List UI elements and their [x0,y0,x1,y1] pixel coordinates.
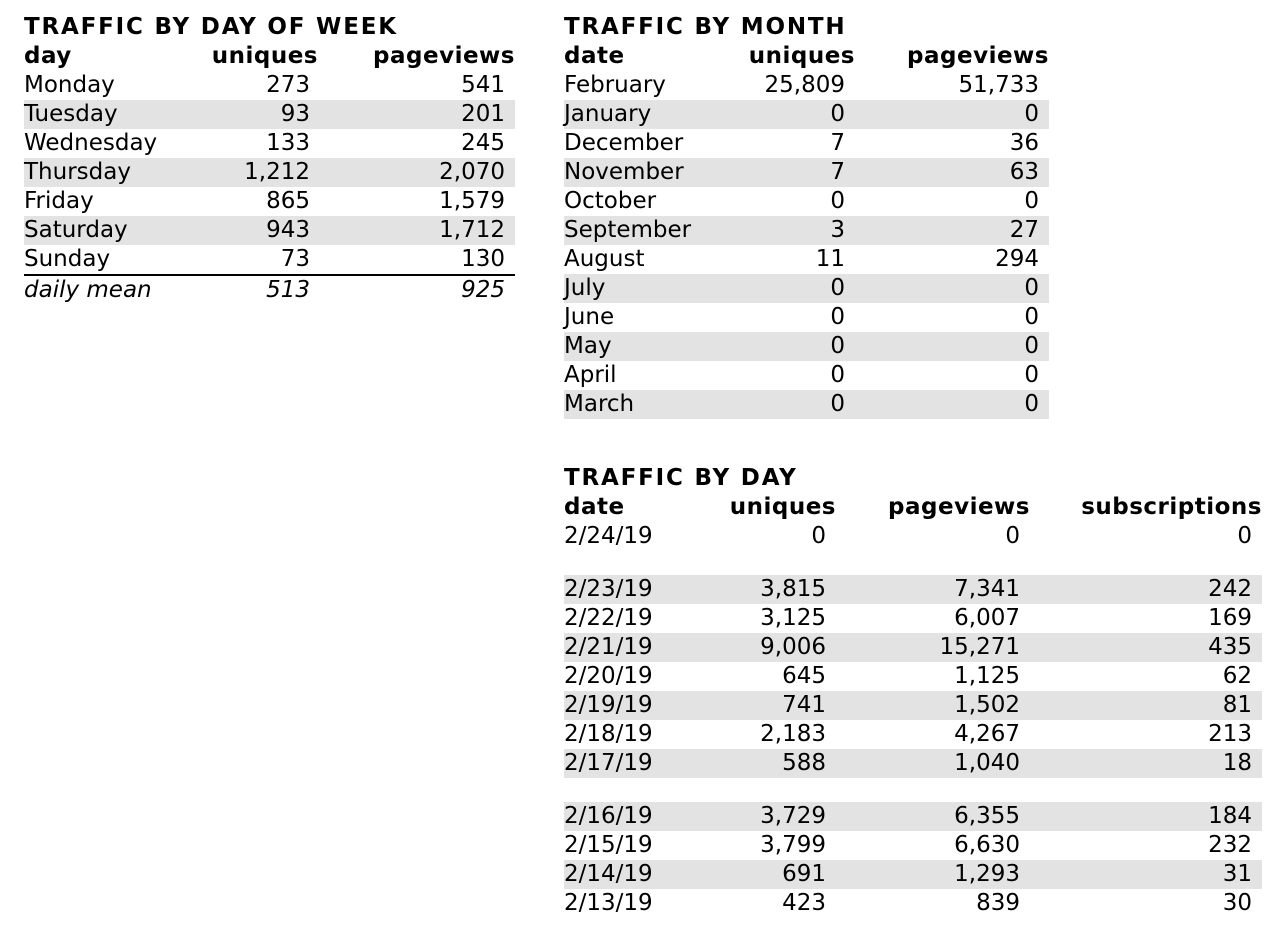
uniques-cell: 3,729 [712,802,836,831]
table-row [564,274,1049,303]
month-date-cell: September [564,216,734,245]
subscriptions-cell: 184 [1030,802,1262,831]
table-header-row [24,42,515,71]
pageviews-cell: 6,355 [836,802,1030,831]
table-row [564,860,1262,889]
pageviews-cell: 1,502 [836,691,1030,720]
month-date-cell: June [564,304,615,330]
column-header-pageviews: pageviews [373,43,515,69]
day-cell: Friday [24,188,94,214]
table-row [564,720,1262,749]
pageviews-cell: 1,040 [836,749,1030,778]
pageviews-cell: 0 [855,390,1049,419]
uniques-cell: 0 [734,100,855,129]
by-day-title: TRAFFIC BY DAY [564,465,798,491]
uniques-cell: 943 [202,216,320,245]
pageviews-cell: 1,293 [836,860,1030,889]
month-date-cell: December [564,130,684,156]
pageviews-cell: 15,271 [836,633,1030,662]
month-date-cell: July [564,274,734,303]
daily-mean-row [24,275,515,304]
uniques-cell: 11 [815,246,845,272]
uniques-cell: 0 [734,390,855,419]
uniques-cell: 1,212 [202,158,320,187]
subscriptions-cell: 62 [1222,663,1252,689]
subscriptions-cell: 18 [1030,749,1262,778]
pageviews-cell: 1,125 [954,663,1020,689]
uniques-cell: 7 [830,130,845,156]
traffic-by-day-of-week-panel [24,12,515,304]
day-cell: Wednesday [24,130,158,156]
pageviews-cell: 6,007 [954,605,1020,631]
table-row [564,216,1049,245]
day-cell: Saturday [24,216,202,245]
pageviews-cell: 201 [320,100,515,129]
pageviews-cell: 541 [461,72,505,98]
table-header-row [564,42,1049,71]
subscriptions-cell: 435 [1030,633,1262,662]
pageviews-cell: 839 [976,890,1020,916]
table-header-row [564,493,1262,522]
uniques-cell: 3,125 [760,605,826,631]
traffic-by-day-panel [564,463,1262,918]
subscriptions-cell: 30 [1222,890,1252,916]
table-row [564,100,1049,129]
column-header-date: date [564,43,625,69]
pageviews-cell: 294 [995,246,1039,272]
table-row [564,633,1262,662]
uniques-cell: 3,799 [760,832,826,858]
uniques-cell: 423 [782,890,826,916]
table-row [564,390,1049,419]
pageviews-cell: 0 [855,274,1049,303]
date-cell: 2/22/19 [564,605,653,631]
uniques-cell: 133 [266,130,310,156]
table-row [564,332,1049,361]
table-row [564,158,1049,187]
column-header-subscriptions: subscriptions [1081,494,1262,520]
uniques-cell: 0 [830,188,845,214]
pageviews-cell: 0 [1024,362,1039,388]
day-of-week-title: TRAFFIC BY DAY OF WEEK [24,14,398,40]
pageviews-cell: 4,267 [954,721,1020,747]
table-row [564,522,1262,551]
subscriptions-cell: 81 [1030,691,1262,720]
day-cell: Monday [24,72,115,98]
day-of-week-table [24,42,515,304]
uniques-cell: 0 [734,274,855,303]
pageviews-cell: 130 [461,246,505,272]
month-table [564,42,1049,419]
pageviews-cell: 7,341 [836,575,1030,604]
month-date-cell: April [564,362,617,388]
date-cell: 2/23/19 [564,575,712,604]
date-cell: 2/20/19 [564,663,653,689]
table-row [564,245,1049,274]
table-row [564,691,1262,720]
date-cell: 2/21/19 [564,633,712,662]
subscriptions-cell: 31 [1030,860,1262,889]
daily-mean-label: daily mean [24,275,202,304]
table-row [564,662,1262,691]
column-header-uniques: uniques [211,43,318,69]
pageviews-cell: 1,579 [439,188,505,214]
week-separator [564,778,1262,802]
pageviews-cell: 245 [461,130,505,156]
month-date-cell: March [564,390,734,419]
table-row [24,216,515,245]
uniques-cell: 73 [280,246,310,272]
table-row [564,889,1262,918]
table-row [564,71,1049,100]
month-date-cell: January [564,100,734,129]
column-header-uniques: uniques [729,494,836,520]
pageviews-cell: 0 [1005,523,1020,549]
uniques-cell: 7 [734,158,855,187]
uniques-cell: 0 [830,304,845,330]
pageviews-cell: 0 [855,332,1049,361]
subscriptions-cell: 0 [1237,523,1252,549]
pageviews-cell: 0 [855,100,1049,129]
uniques-cell: 865 [266,188,310,214]
table-row [24,187,515,216]
pageviews-cell: 1,712 [320,216,515,245]
pageviews-cell: 27 [855,216,1049,245]
uniques-cell: 3 [734,216,855,245]
column-header-date: date [564,494,625,520]
date-cell: 2/19/19 [564,691,712,720]
uniques-cell: 2,183 [760,721,826,747]
table-row [564,361,1049,390]
table-row [24,158,515,187]
date-cell: 2/17/19 [564,749,712,778]
pageviews-cell: 6,630 [954,832,1020,858]
uniques-cell: 0 [734,332,855,361]
date-cell: 2/16/19 [564,802,712,831]
month-date-cell: August [564,246,645,272]
pageviews-cell: 0 [1024,304,1039,330]
table-row [564,575,1262,604]
by-day-table [564,493,1262,918]
uniques-cell: 0 [830,362,845,388]
date-cell: 2/13/19 [564,890,653,916]
month-title: TRAFFIC BY MONTH [564,14,847,40]
day-cell: Thursday [24,158,202,187]
table-row [564,802,1262,831]
traffic-by-month-panel [564,12,1049,419]
uniques-cell: 25,809 [764,72,845,98]
table-row [564,129,1049,158]
column-header-day: day [24,43,72,69]
uniques-cell: 9,006 [712,633,836,662]
uniques-cell: 273 [266,72,310,98]
column-header-uniques: uniques [748,43,855,69]
month-date-cell: November [564,158,734,187]
subscriptions-cell: 213 [1208,721,1252,747]
subscriptions-cell: 242 [1030,575,1262,604]
table-row [564,831,1262,860]
pageviews-cell: 2,070 [320,158,515,187]
date-cell: 2/14/19 [564,860,712,889]
subscriptions-cell: 169 [1208,605,1252,631]
date-cell: 2/24/19 [564,523,653,549]
column-header-pageviews: pageviews [907,43,1049,69]
pageviews-cell: 36 [1009,130,1039,156]
day-cell: Sunday [24,246,111,272]
date-cell: 2/18/19 [564,721,653,747]
table-row [24,71,515,100]
month-date-cell: May [564,332,734,361]
subscriptions-cell: 232 [1208,832,1252,858]
table-row [24,129,515,158]
table-row [24,245,515,275]
uniques-cell: 741 [712,691,836,720]
table-row [564,749,1262,778]
daily-mean-pageviews: 925 [320,275,515,304]
date-cell: 2/15/19 [564,832,653,858]
table-row [24,100,515,129]
daily-mean-uniques: 513 [202,275,320,304]
week-separator [564,551,1262,575]
pageviews-cell: 63 [855,158,1049,187]
table-row [564,604,1262,633]
table-row [564,303,1049,332]
column-header-pageviews: pageviews [888,494,1030,520]
pageviews-cell: 51,733 [958,72,1039,98]
month-date-cell: February [564,72,666,98]
pageviews-cell: 0 [1024,188,1039,214]
uniques-cell: 93 [202,100,320,129]
uniques-cell: 645 [782,663,826,689]
month-date-cell: October [564,188,657,214]
uniques-cell: 3,815 [712,575,836,604]
table-row [564,187,1049,216]
uniques-cell: 588 [712,749,836,778]
uniques-cell: 0 [811,523,826,549]
uniques-cell: 691 [712,860,836,889]
day-cell: Tuesday [24,100,202,129]
